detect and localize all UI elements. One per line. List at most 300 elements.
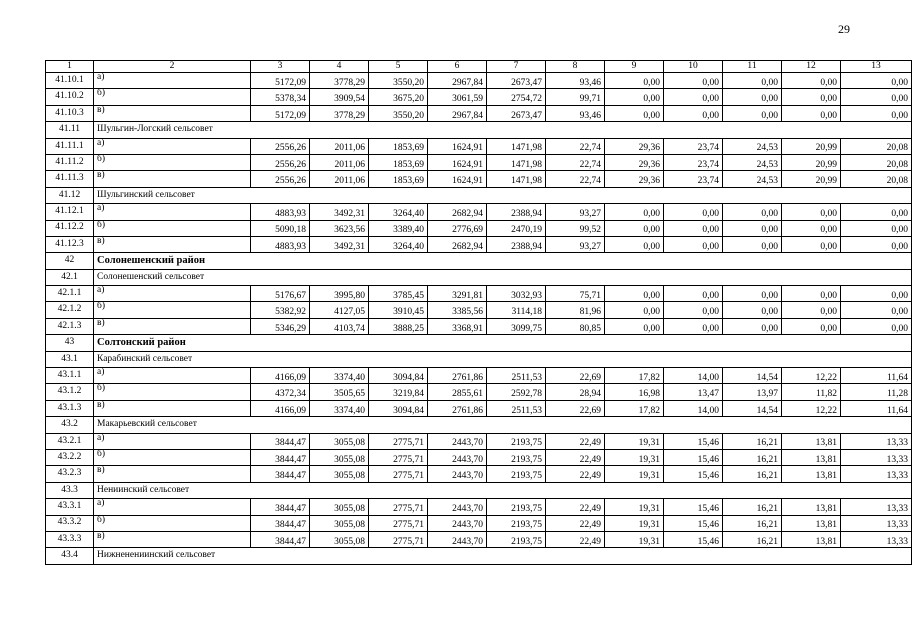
- table-row: [46, 204, 912, 220]
- value-cell: 23,74: [664, 154, 723, 170]
- row-code: 41.11.2: [46, 154, 94, 170]
- value-cell: 22,69: [546, 368, 605, 384]
- value-cell: 81,96: [546, 302, 605, 318]
- section-code: 43.3: [46, 482, 94, 498]
- district-name: Солтонский район: [94, 335, 912, 351]
- value-cell: 2775,71: [369, 515, 428, 531]
- value-cell: 0,00: [782, 204, 841, 220]
- value-cell: 13,97: [723, 384, 782, 400]
- value-cell: 3055,08: [310, 515, 369, 531]
- value-cell: 11,64: [841, 400, 912, 416]
- row-variant: в): [94, 531, 251, 547]
- value-cell: 15,46: [664, 449, 723, 465]
- value-cell: 2967,84: [428, 73, 487, 89]
- value-cell: 0,00: [841, 302, 912, 318]
- section-row: [46, 269, 912, 285]
- section-code: 43.1: [46, 351, 94, 367]
- value-cell: 2443,70: [428, 466, 487, 482]
- value-cell: 22,49: [546, 466, 605, 482]
- value-cell: 4127,05: [310, 302, 369, 318]
- row-variant: а): [94, 499, 251, 515]
- value-cell: 3675,20: [369, 89, 428, 105]
- value-cell: 0,00: [664, 302, 723, 318]
- value-cell: 3505,65: [310, 384, 369, 400]
- value-cell: 0,00: [605, 89, 664, 105]
- value-cell: 3264,40: [369, 204, 428, 220]
- value-cell: 3264,40: [369, 236, 428, 252]
- section-name: Нениинский сельсовет: [94, 482, 912, 498]
- value-cell: 0,00: [723, 89, 782, 105]
- value-cell: 0,00: [782, 220, 841, 236]
- value-cell: 16,21: [723, 531, 782, 547]
- value-cell: 75,71: [546, 286, 605, 302]
- row-code: 43.2.3: [46, 466, 94, 482]
- value-cell: 0,00: [841, 318, 912, 334]
- value-cell: 2443,70: [428, 515, 487, 531]
- value-cell: 15,46: [664, 466, 723, 482]
- value-cell: 13,33: [841, 531, 912, 547]
- value-cell: 4372,34: [251, 384, 310, 400]
- value-cell: 2388,94: [487, 204, 546, 220]
- value-cell: 2556,26: [251, 171, 310, 187]
- table-row: [46, 400, 912, 416]
- value-cell: 2443,70: [428, 449, 487, 465]
- row-code: 43.2.2: [46, 449, 94, 465]
- value-cell: 22,74: [546, 138, 605, 154]
- row-variant: в): [94, 236, 251, 252]
- value-cell: 2511,53: [487, 400, 546, 416]
- value-cell: 3844,47: [251, 499, 310, 515]
- value-cell: 0,00: [782, 73, 841, 89]
- district-row: [46, 253, 912, 269]
- value-cell: 3492,31: [310, 236, 369, 252]
- section-name: Нижненениинский сельсовет: [94, 548, 912, 564]
- value-cell: 1624,91: [428, 171, 487, 187]
- value-cell: 24,53: [723, 154, 782, 170]
- section-row: [46, 417, 912, 433]
- value-cell: 2193,75: [487, 499, 546, 515]
- value-cell: 1853,69: [369, 154, 428, 170]
- value-cell: 0,00: [605, 302, 664, 318]
- value-cell: 15,46: [664, 531, 723, 547]
- row-variant: б): [94, 89, 251, 105]
- value-cell: 20,99: [782, 171, 841, 187]
- row-code: 43.2.1: [46, 433, 94, 449]
- value-cell: 17,82: [605, 400, 664, 416]
- row-variant: а): [94, 286, 251, 302]
- value-cell: 0,00: [605, 286, 664, 302]
- value-cell: 0,00: [664, 220, 723, 236]
- row-code: 41.11.3: [46, 171, 94, 187]
- row-code: 43.1.1: [46, 368, 94, 384]
- section-code: 41.12: [46, 187, 94, 203]
- value-cell: 2673,47: [487, 105, 546, 121]
- page-number: 29: [838, 22, 850, 36]
- row-code: 41.10.3: [46, 105, 94, 121]
- section-name: Солонешенский сельсовет: [94, 269, 912, 285]
- value-cell: 13,81: [782, 449, 841, 465]
- column-header: 11: [723, 61, 782, 73]
- value-cell: 1471,98: [487, 138, 546, 154]
- district-row: [46, 335, 912, 351]
- value-cell: 11,82: [782, 384, 841, 400]
- value-cell: 23,74: [664, 171, 723, 187]
- value-cell: 0,00: [664, 73, 723, 89]
- row-code: 43.3.3: [46, 531, 94, 547]
- row-variant: а): [94, 368, 251, 384]
- row-variant: б): [94, 302, 251, 318]
- section-code: 43.4: [46, 548, 94, 564]
- row-variant: в): [94, 400, 251, 416]
- row-variant: а): [94, 204, 251, 220]
- row-code: 41.12.2: [46, 220, 94, 236]
- value-cell: 0,00: [605, 204, 664, 220]
- value-cell: 13,81: [782, 499, 841, 515]
- value-cell: 3778,29: [310, 105, 369, 121]
- value-cell: 13,33: [841, 499, 912, 515]
- table-row: [46, 515, 912, 531]
- column-header: 5: [369, 61, 428, 73]
- row-variant: в): [94, 171, 251, 187]
- section-row: [46, 548, 912, 564]
- value-cell: 5172,09: [251, 73, 310, 89]
- value-cell: 2011,06: [310, 154, 369, 170]
- value-cell: 2443,70: [428, 499, 487, 515]
- value-cell: 11,64: [841, 368, 912, 384]
- value-cell: 1624,91: [428, 154, 487, 170]
- value-cell: 2775,71: [369, 433, 428, 449]
- value-cell: 2443,70: [428, 531, 487, 547]
- value-cell: 5176,67: [251, 286, 310, 302]
- value-cell: 22,49: [546, 531, 605, 547]
- value-cell: 5090,18: [251, 220, 310, 236]
- value-cell: 0,00: [841, 220, 912, 236]
- value-cell: 2682,94: [428, 236, 487, 252]
- value-cell: 22,49: [546, 433, 605, 449]
- value-cell: 1853,69: [369, 138, 428, 154]
- value-cell: 3114,18: [487, 302, 546, 318]
- value-cell: 0,00: [664, 318, 723, 334]
- value-cell: 3909,54: [310, 89, 369, 105]
- value-cell: 13,33: [841, 433, 912, 449]
- value-cell: 2967,84: [428, 105, 487, 121]
- row-code: 41.12.3: [46, 236, 94, 252]
- value-cell: 3385,56: [428, 302, 487, 318]
- value-cell: 16,21: [723, 449, 782, 465]
- value-cell: 5382,92: [251, 302, 310, 318]
- section-name: Шульгин-Логский сельсовет: [94, 122, 912, 138]
- row-code: 41.10.1: [46, 73, 94, 89]
- value-cell: 2388,94: [487, 236, 546, 252]
- column-header: 10: [664, 61, 723, 73]
- value-cell: 2775,71: [369, 449, 428, 465]
- value-cell: 3389,40: [369, 220, 428, 236]
- value-cell: 24,53: [723, 171, 782, 187]
- value-cell: 2193,75: [487, 466, 546, 482]
- value-cell: 0,00: [664, 286, 723, 302]
- value-cell: 2511,53: [487, 368, 546, 384]
- value-cell: 29,36: [605, 171, 664, 187]
- value-cell: 19,31: [605, 433, 664, 449]
- value-cell: 99,52: [546, 220, 605, 236]
- value-cell: 20,99: [782, 154, 841, 170]
- value-cell: 3055,08: [310, 433, 369, 449]
- value-cell: 0,00: [723, 236, 782, 252]
- value-cell: 0,00: [605, 105, 664, 121]
- column-header: 12: [782, 61, 841, 73]
- value-cell: 13,33: [841, 515, 912, 531]
- value-cell: 0,00: [782, 105, 841, 121]
- row-code: 41.10.2: [46, 89, 94, 105]
- row-variant: в): [94, 466, 251, 482]
- column-header: 9: [605, 61, 664, 73]
- column-header: 8: [546, 61, 605, 73]
- value-cell: 19,31: [605, 531, 664, 547]
- value-cell: 2673,47: [487, 73, 546, 89]
- value-cell: 13,33: [841, 449, 912, 465]
- value-cell: 93,46: [546, 73, 605, 89]
- row-variant: а): [94, 433, 251, 449]
- value-cell: 24,53: [723, 138, 782, 154]
- value-cell: 29,36: [605, 138, 664, 154]
- column-header: 6: [428, 61, 487, 73]
- value-cell: 1471,98: [487, 171, 546, 187]
- section-code: 41.11: [46, 122, 94, 138]
- value-cell: 12,22: [782, 368, 841, 384]
- table-row: [46, 220, 912, 236]
- column-header: 3: [251, 61, 310, 73]
- value-cell: 3623,56: [310, 220, 369, 236]
- value-cell: 29,36: [605, 154, 664, 170]
- column-header: 4: [310, 61, 369, 73]
- value-cell: 0,00: [723, 220, 782, 236]
- district-code: 43: [46, 335, 94, 351]
- table-row: [46, 302, 912, 318]
- row-variant: б): [94, 384, 251, 400]
- value-cell: 17,82: [605, 368, 664, 384]
- value-cell: 3492,31: [310, 204, 369, 220]
- value-cell: 3099,75: [487, 318, 546, 334]
- row-variant: в): [94, 318, 251, 334]
- table-row: [46, 105, 912, 121]
- value-cell: 0,00: [841, 204, 912, 220]
- value-cell: 3374,40: [310, 368, 369, 384]
- value-cell: 22,69: [546, 400, 605, 416]
- value-cell: 22,74: [546, 154, 605, 170]
- table-row: [46, 368, 912, 384]
- value-cell: 3844,47: [251, 531, 310, 547]
- table-row: [46, 531, 912, 547]
- value-cell: 0,00: [723, 73, 782, 89]
- value-cell: 0,00: [664, 89, 723, 105]
- row-variant: а): [94, 138, 251, 154]
- value-cell: 2193,75: [487, 433, 546, 449]
- value-cell: 2556,26: [251, 154, 310, 170]
- value-cell: 2011,06: [310, 138, 369, 154]
- table-row: [46, 73, 912, 89]
- row-code: 42.1.3: [46, 318, 94, 334]
- row-code: 43.3.2: [46, 515, 94, 531]
- value-cell: 0,00: [723, 105, 782, 121]
- value-cell: 20,08: [841, 138, 912, 154]
- value-cell: 2443,70: [428, 433, 487, 449]
- value-cell: 93,46: [546, 105, 605, 121]
- value-cell: 2761,86: [428, 400, 487, 416]
- value-cell: 4166,09: [251, 368, 310, 384]
- district-code: 42: [46, 253, 94, 269]
- value-cell: 11,28: [841, 384, 912, 400]
- value-cell: 0,00: [841, 286, 912, 302]
- value-cell: 0,00: [723, 286, 782, 302]
- value-cell: 2754,72: [487, 89, 546, 105]
- value-cell: 0,00: [723, 302, 782, 318]
- table-row: [46, 449, 912, 465]
- row-variant: в): [94, 105, 251, 121]
- section-name: Шульгинский сельсовет: [94, 187, 912, 203]
- value-cell: 3910,45: [369, 302, 428, 318]
- value-cell: 0,00: [841, 89, 912, 105]
- value-cell: 3844,47: [251, 449, 310, 465]
- value-cell: 0,00: [782, 302, 841, 318]
- value-cell: 2193,75: [487, 515, 546, 531]
- value-cell: 2011,06: [310, 171, 369, 187]
- value-cell: 1624,91: [428, 138, 487, 154]
- value-cell: 20,99: [782, 138, 841, 154]
- table-row: [46, 433, 912, 449]
- value-cell: 2682,94: [428, 204, 487, 220]
- value-cell: 3550,20: [369, 73, 428, 89]
- value-cell: 3995,80: [310, 286, 369, 302]
- tariff-table: [45, 60, 912, 565]
- value-cell: 3374,40: [310, 400, 369, 416]
- value-cell: 0,00: [723, 204, 782, 220]
- row-code: 42.1.1: [46, 286, 94, 302]
- value-cell: 3055,08: [310, 449, 369, 465]
- value-cell: 2193,75: [487, 531, 546, 547]
- value-cell: 2775,71: [369, 499, 428, 515]
- value-cell: 2761,86: [428, 368, 487, 384]
- value-cell: 2556,26: [251, 138, 310, 154]
- column-header: 13: [841, 61, 912, 73]
- value-cell: 0,00: [782, 236, 841, 252]
- header-row: [46, 61, 912, 73]
- row-variant: б): [94, 449, 251, 465]
- value-cell: 28,94: [546, 384, 605, 400]
- value-cell: 3032,93: [487, 286, 546, 302]
- value-cell: 3844,47: [251, 433, 310, 449]
- table-row: [46, 89, 912, 105]
- value-cell: 1471,98: [487, 154, 546, 170]
- row-code: 41.11.1: [46, 138, 94, 154]
- value-cell: 15,46: [664, 499, 723, 515]
- value-cell: 4166,09: [251, 400, 310, 416]
- value-cell: 16,21: [723, 466, 782, 482]
- value-cell: 3061,59: [428, 89, 487, 105]
- column-header: 2: [94, 61, 251, 73]
- row-variant: б): [94, 515, 251, 531]
- section-name: Карабинский сельсовет: [94, 351, 912, 367]
- value-cell: 2470,19: [487, 220, 546, 236]
- section-name: Макарьевский сельсовет: [94, 417, 912, 433]
- value-cell: 3291,81: [428, 286, 487, 302]
- value-cell: 2592,78: [487, 384, 546, 400]
- table-row: [46, 384, 912, 400]
- value-cell: 5346,29: [251, 318, 310, 334]
- value-cell: 14,00: [664, 368, 723, 384]
- value-cell: 0,00: [841, 105, 912, 121]
- value-cell: 3888,25: [369, 318, 428, 334]
- value-cell: 2855,61: [428, 384, 487, 400]
- section-row: [46, 482, 912, 498]
- value-cell: 14,54: [723, 368, 782, 384]
- value-cell: 13,33: [841, 466, 912, 482]
- value-cell: 16,21: [723, 433, 782, 449]
- value-cell: 5378,34: [251, 89, 310, 105]
- value-cell: 12,22: [782, 400, 841, 416]
- value-cell: 0,00: [841, 236, 912, 252]
- value-cell: 3844,47: [251, 466, 310, 482]
- section-row: [46, 122, 912, 138]
- table-row: [46, 138, 912, 154]
- value-cell: 0,00: [605, 318, 664, 334]
- value-cell: 0,00: [605, 73, 664, 89]
- value-cell: 0,00: [841, 73, 912, 89]
- value-cell: 14,54: [723, 400, 782, 416]
- value-cell: 15,46: [664, 515, 723, 531]
- value-cell: 3844,47: [251, 515, 310, 531]
- table-row: [46, 171, 912, 187]
- value-cell: 4103,74: [310, 318, 369, 334]
- value-cell: 20,08: [841, 154, 912, 170]
- value-cell: 3055,08: [310, 531, 369, 547]
- value-cell: 13,47: [664, 384, 723, 400]
- table-row: [46, 318, 912, 334]
- row-code: 43.1.2: [46, 384, 94, 400]
- value-cell: 23,74: [664, 138, 723, 154]
- value-cell: 13,81: [782, 531, 841, 547]
- value-cell: 16,21: [723, 515, 782, 531]
- value-cell: 0,00: [605, 236, 664, 252]
- value-cell: 19,31: [605, 515, 664, 531]
- value-cell: 2193,75: [487, 449, 546, 465]
- value-cell: 20,08: [841, 171, 912, 187]
- value-cell: 93,27: [546, 204, 605, 220]
- value-cell: 3368,91: [428, 318, 487, 334]
- value-cell: 13,81: [782, 515, 841, 531]
- value-cell: 0,00: [605, 220, 664, 236]
- value-cell: 0,00: [664, 204, 723, 220]
- value-cell: 80,85: [546, 318, 605, 334]
- table-row: [46, 466, 912, 482]
- table-row: [46, 286, 912, 302]
- section-row: [46, 351, 912, 367]
- value-cell: 0,00: [723, 318, 782, 334]
- value-cell: 2775,71: [369, 531, 428, 547]
- value-cell: 4883,93: [251, 236, 310, 252]
- value-cell: 3785,45: [369, 286, 428, 302]
- value-cell: 3055,08: [310, 499, 369, 515]
- value-cell: 16,98: [605, 384, 664, 400]
- value-cell: 0,00: [782, 318, 841, 334]
- value-cell: 3055,08: [310, 466, 369, 482]
- district-name: Солонешенский район: [94, 253, 912, 269]
- section-code: 42.1: [46, 269, 94, 285]
- row-code: 43.3.1: [46, 499, 94, 515]
- row-code: 43.1.3: [46, 400, 94, 416]
- row-code: 42.1.2: [46, 302, 94, 318]
- row-variant: б): [94, 154, 251, 170]
- value-cell: 13,81: [782, 433, 841, 449]
